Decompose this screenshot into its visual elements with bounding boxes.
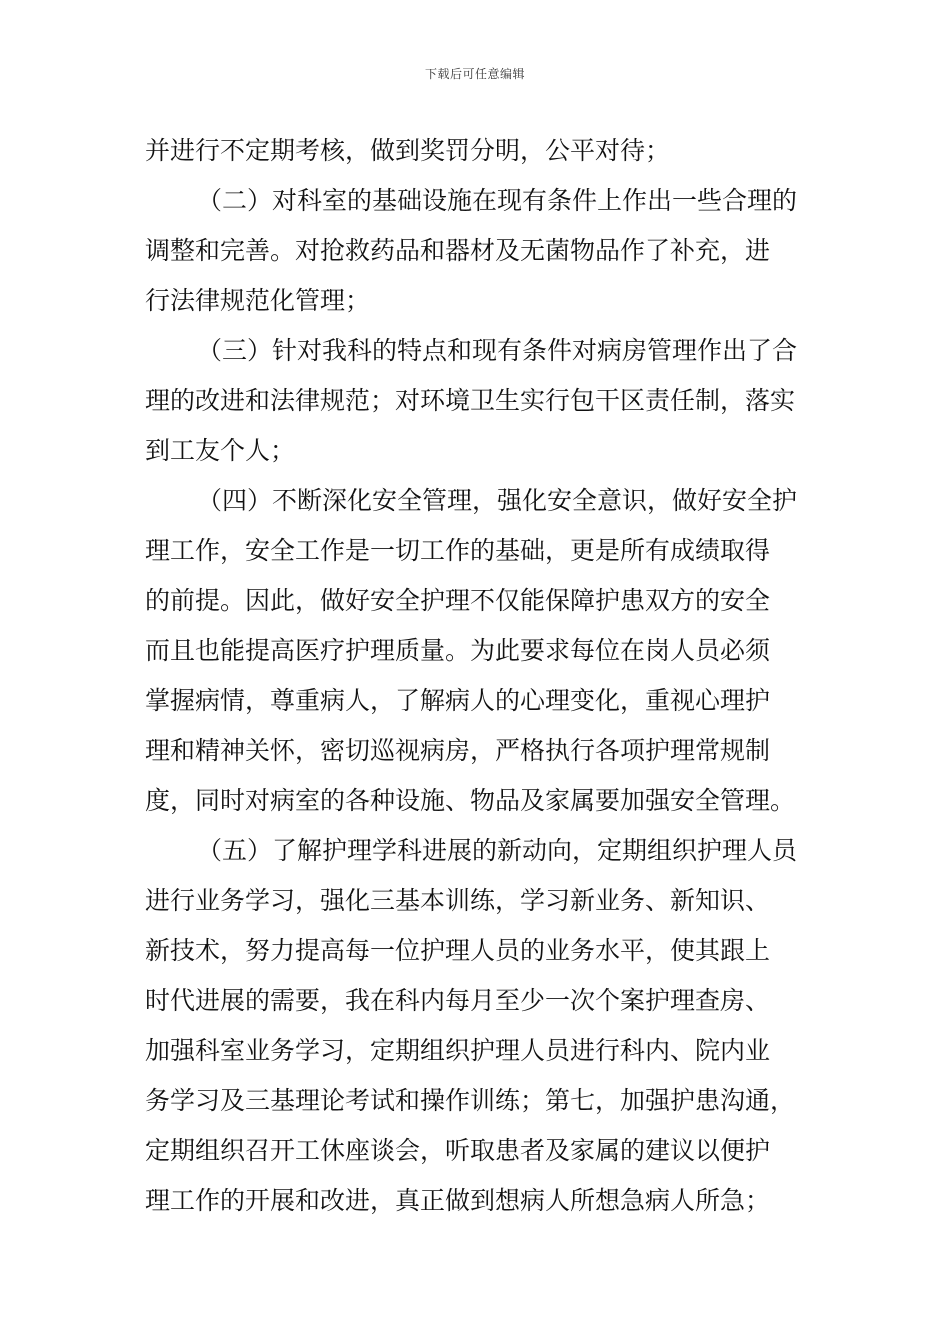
paragraph-line: 掌握病情，尊重病人，了解病人的心理变化，重视心理护 (145, 686, 771, 715)
paragraph-line: 行法律规范化管理； (145, 286, 371, 315)
paragraph-line: 并进行不定期考核，做到奖罚分明，公平对待； (145, 136, 671, 165)
paragraph-line: 理和精神关怀，密切巡视病房，严格执行各项护理常规制 (145, 736, 771, 765)
paragraph-line: 而且也能提高医疗护理质量。为此要求每位在岗人员必须 (145, 636, 771, 665)
paragraph-line: 的前提。因此，做好安全护理不仅能保障护患双方的安全 (145, 586, 771, 615)
paragraph-line: 加强科室业务学习，定期组织护理人员进行科内、院内业 (145, 1036, 771, 1065)
paragraph-line: 理的改进和法律规范；对环境卫生实行包干区责任制，落实 (145, 386, 796, 415)
paragraph-line: 时代进展的需要，我在科内每月至少一次个案护理查房、 (145, 986, 771, 1015)
paragraph-first-line: （四）不断深化安全管理，强化安全意识，做好安全护 (197, 486, 798, 515)
paragraph-line: 度，同时对病室的各种设施、物品及家属要加强安全管理。 (145, 786, 796, 815)
paragraph-first-line: （三）针对我科的特点和现有条件对病房管理作出了合 (197, 336, 798, 365)
paragraph-line: 到工友个人； (145, 436, 296, 465)
paragraph-line: 理工作，安全工作是一切工作的基础，更是所有成绩取得 (145, 536, 771, 565)
paragraph-first-line: （五）了解护理学科进展的新动向，定期组织护理人员 (197, 836, 798, 865)
paragraph-line: 调整和完善。对抢救药品和器材及无菌物品作了补充，进 (145, 236, 771, 265)
paragraph-line: 务学习及三基理论考试和操作训练；第七，加强护患沟通， (145, 1086, 796, 1115)
paragraph-line: 进行业务学习，强化三基本训练，学习新业务、新知识、 (145, 886, 771, 915)
paragraph-line: 新技术，努力提高每一位护理人员的业务水平，使其跟上 (145, 936, 771, 965)
document-body (145, 126, 807, 1226)
paragraph-line: 理工作的开展和改进，真正做到想病人所想急病人所急； (145, 1186, 771, 1215)
paragraph-line: 定期组织召开工休座谈会，听取患者及家属的建议以便护 (145, 1136, 771, 1165)
page-header: 下载后可任意编辑 (424, 67, 525, 81)
paragraph-first-line: （二）对科室的基础设施在现有条件上作出一些合理的 (197, 186, 798, 215)
